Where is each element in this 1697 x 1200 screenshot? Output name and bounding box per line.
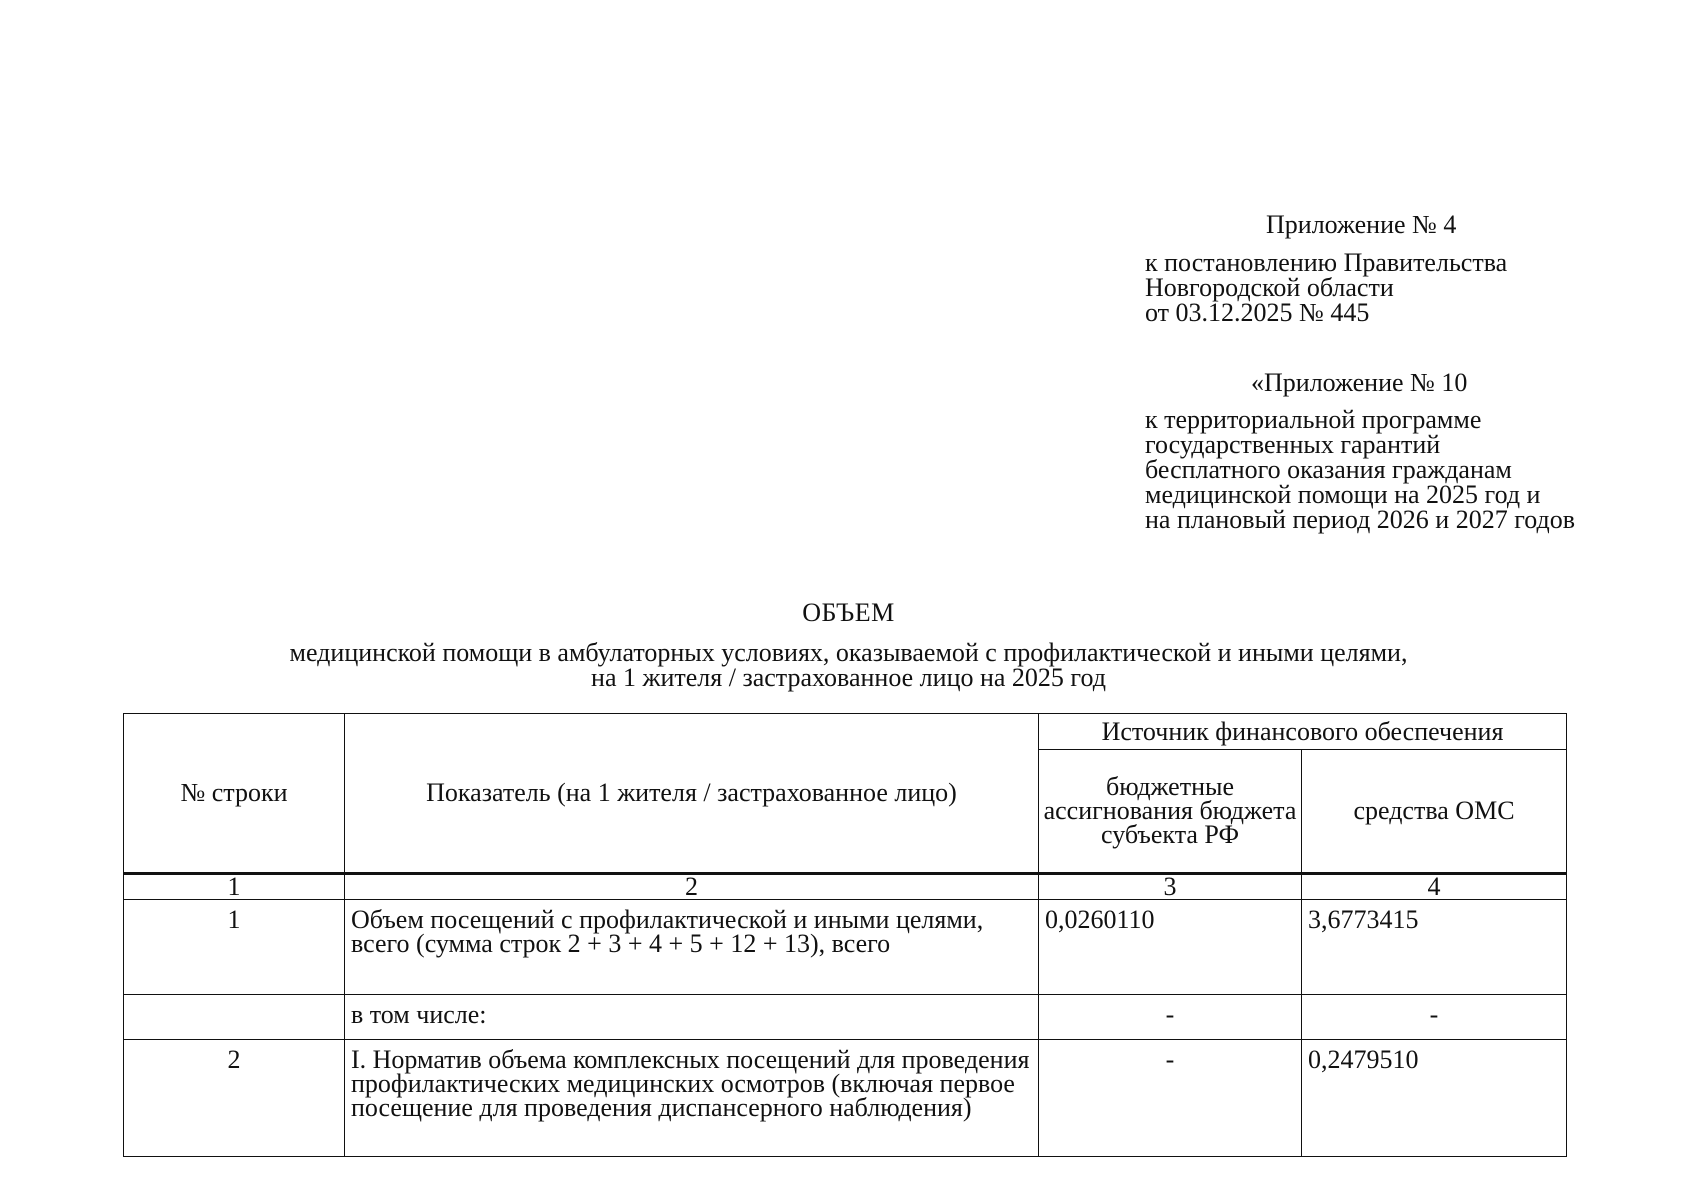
table-row	[124, 995, 1567, 1040]
header-row-number: № строки	[124, 714, 345, 874]
column-number: 4	[1302, 874, 1567, 900]
row-budget-value: 0,0260110	[1039, 900, 1302, 995]
appendix10-line: медицинской помощи на 2025 год и	[1145, 480, 1541, 509]
header-budget: бюджетные ассигнования бюджета субъекта РФ	[1039, 750, 1302, 874]
row-indicator: I. Норматив объема комплексных посещений для проведения профилактических медицинских осмотров (включая первое посещение для проведения диспансерного наблюдения)	[345, 1040, 1039, 1157]
row-oms-value: 0,2479510	[1302, 1040, 1567, 1157]
row-indicator: в том числе:	[345, 995, 1039, 1040]
appendix4-line: от 03.12.2025 № 445	[1145, 298, 1370, 327]
document-title: ОБЪЕМ	[802, 598, 895, 627]
column-number: 2	[345, 874, 1039, 900]
appendix4-line: к постановлению Правительства	[1145, 248, 1508, 277]
appendix10-line: бесплатного оказания гражданам	[1145, 455, 1512, 484]
appendix10-reference	[1145, 407, 1575, 532]
table-row	[124, 900, 1567, 995]
column-number: 1	[124, 874, 345, 900]
subtitle-line: на 1 жителя / застрахованное лицо на 2025 год	[591, 663, 1106, 692]
column-number: 3	[1039, 874, 1302, 900]
appendix10-line: государственных гарантий	[1145, 430, 1441, 459]
header-row	[124, 714, 1567, 750]
appendix4-title: Приложение № 4	[1266, 210, 1457, 239]
document-subtitle	[0, 640, 1697, 690]
appendix10-title: «Приложение № 10	[1251, 368, 1468, 397]
appendix4-reference	[1145, 250, 1507, 325]
subtitle-line: медицинской помощи в амбулаторных условиях, оказываемой с профилактической и иными целями,	[289, 638, 1408, 667]
header-oms: средства ОМС	[1302, 750, 1567, 874]
row-number	[124, 995, 345, 1040]
appendix10-line: на плановый период 2026 и 2027 годов	[1145, 505, 1575, 534]
volume-table	[123, 713, 1567, 1157]
row-indicator: Объем посещений с профилактической и иными целями, всего (сумма строк 2 + 3 + 4 + 5 + 12 + 13), всего	[345, 900, 1039, 995]
row-oms-value: 3,6773415	[1302, 900, 1567, 995]
row-number: 1	[124, 900, 345, 995]
header-indicator: Показатель (на 1 жителя / застрахованное лицо)	[345, 714, 1039, 874]
row-budget-value: -	[1039, 995, 1302, 1040]
appendix4-line: Новгородской области	[1145, 273, 1394, 302]
header-funding-source: Источник финансового обеспечения	[1039, 714, 1567, 750]
appendix10-line: к территориальной программе	[1145, 405, 1482, 434]
row-number: 2	[124, 1040, 345, 1157]
table-row	[124, 1040, 1567, 1157]
row-budget-value: -	[1039, 1040, 1302, 1157]
column-number-row	[124, 874, 1567, 900]
row-oms-value: -	[1302, 995, 1567, 1040]
